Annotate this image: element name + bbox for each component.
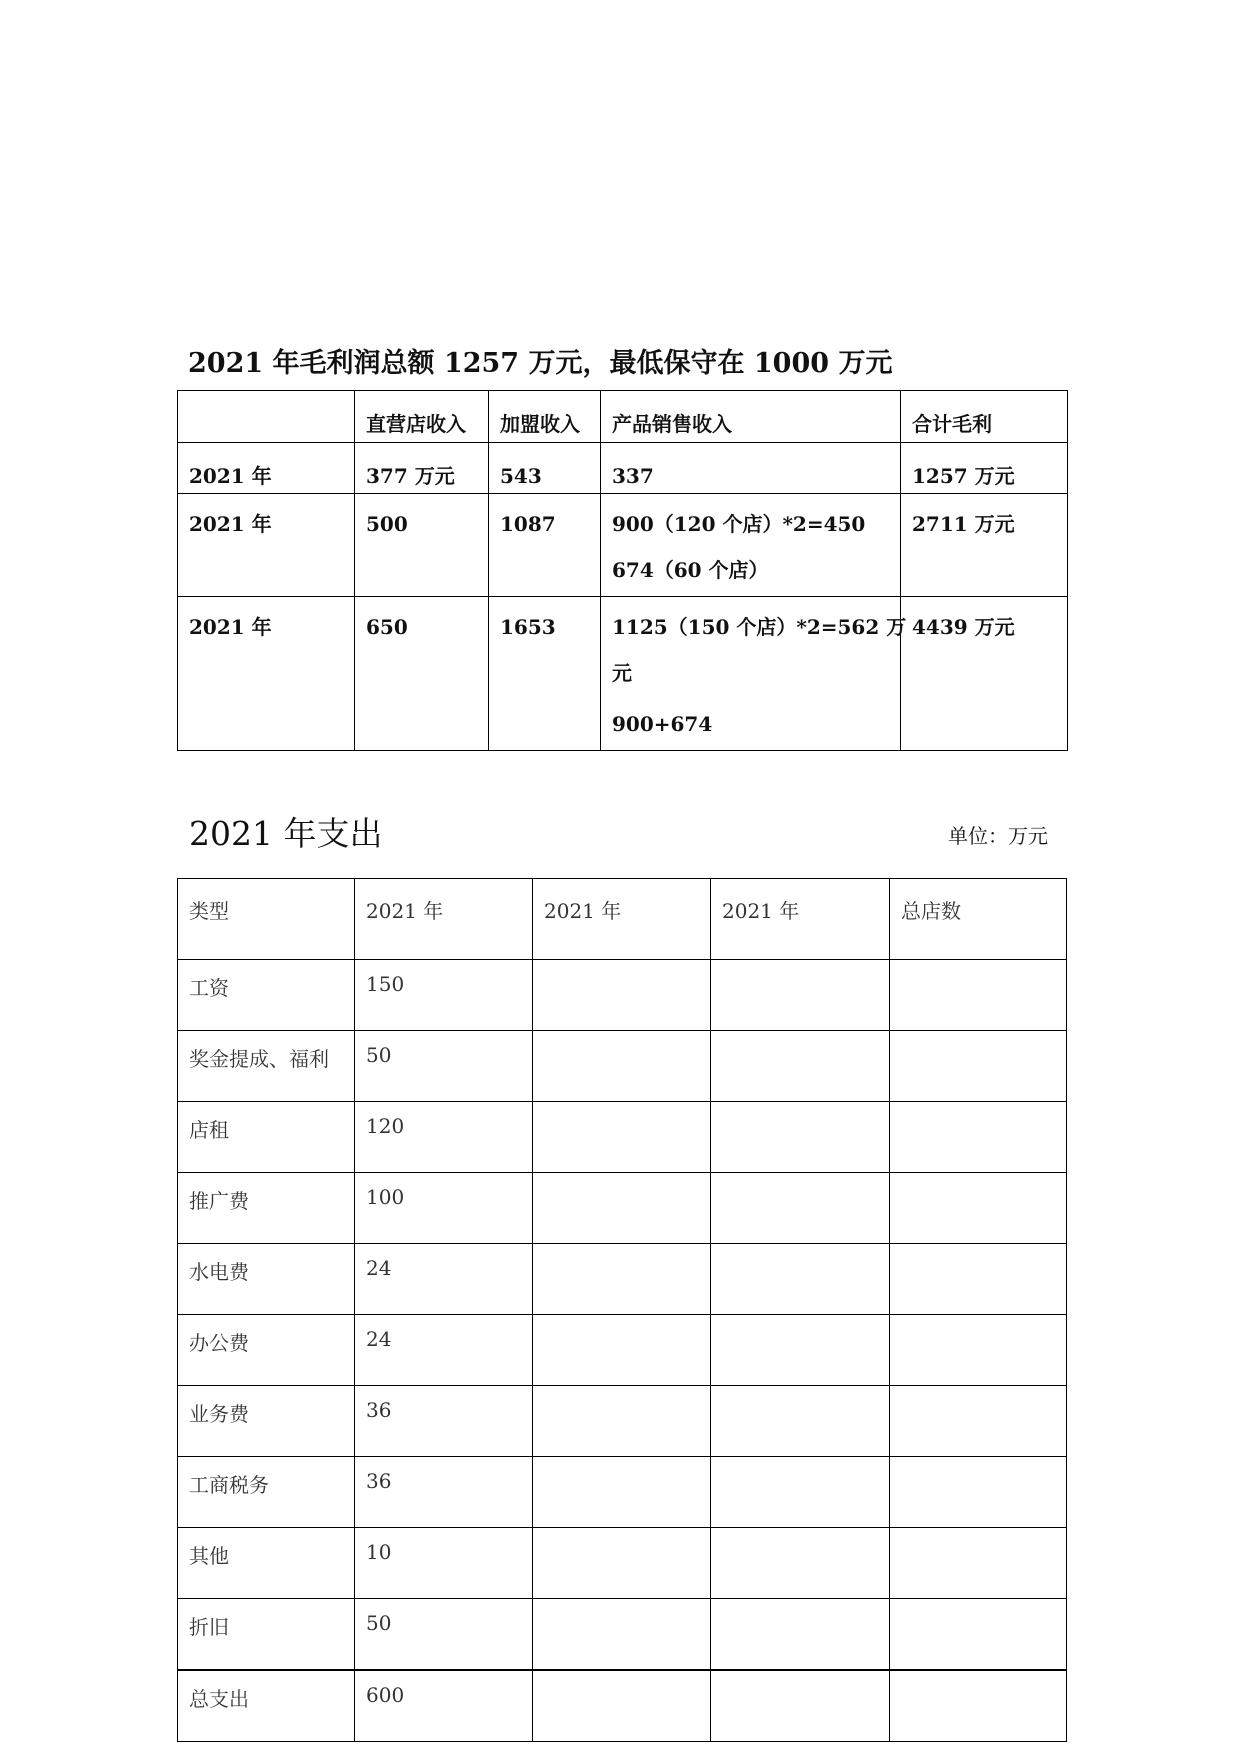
empty-cell [711,1031,890,1102]
expense-heading: 2021 年支出 [189,814,383,853]
expense-value-cell: 50 [355,1599,533,1671]
empty-cell [890,1102,1067,1173]
table-row [178,1173,1067,1244]
header-cell: 2021 年 [533,879,711,960]
expense-table-header [178,879,1067,960]
expense-value-cell: 24 [355,1315,533,1386]
expense-type-cell: 业务费 [178,1386,355,1457]
empty-cell [890,960,1067,1031]
total-profit-cell: 4439 万元 [901,597,1068,751]
empty-cell [890,1528,1067,1599]
header-cell: 直营店收入 [355,391,489,443]
expense-type-cell: 推广费 [178,1173,355,1244]
empty-cell [533,1173,711,1244]
direct-store-income-cell: 500 [355,494,489,597]
empty-cell [533,1528,711,1599]
table-row [178,1386,1067,1457]
direct-store-income-cell: 650 [355,597,489,751]
unit-label: 单位：万元 [948,824,1048,848]
profit-table-header [178,391,1068,443]
empty-cell [711,1670,890,1742]
table-row [178,443,1068,494]
table-row [178,1457,1067,1528]
empty-cell [711,1386,890,1457]
expense-value-cell: 10 [355,1528,533,1599]
table-row [178,1244,1067,1315]
empty-cell [533,1599,711,1671]
empty-cell [890,1173,1067,1244]
header-cell: 类型 [178,879,355,960]
franchise-income-cell: 543 [489,443,601,494]
empty-cell [711,1315,890,1386]
product-sales-cell: 337 [601,443,901,494]
header-cell: 合计毛利 [901,391,1068,443]
year-cell: 2021 年 [178,597,355,751]
year-cell: 2021 年 [178,443,355,494]
expense-type-cell: 其他 [178,1528,355,1599]
expense-value-cell: 600 [355,1670,533,1742]
expense-value-cell: 150 [355,960,533,1031]
expense-type-cell: 折旧 [178,1599,355,1671]
empty-cell [711,1173,890,1244]
table-row [178,1031,1067,1102]
expense-type-cell: 奖金提成、福利 [178,1031,355,1102]
empty-cell [711,960,890,1031]
empty-cell [711,1457,890,1528]
empty-cell [711,1102,890,1173]
empty-cell [890,1457,1067,1528]
header-cell: 加盟收入 [489,391,601,443]
empty-cell [533,1457,711,1528]
expense-type-cell: 水电费 [178,1244,355,1315]
header-cell: 2021 年 [711,879,890,960]
expense-value-cell: 24 [355,1244,533,1315]
empty-cell [533,1315,711,1386]
table-row [178,1315,1067,1386]
expense-value-cell: 100 [355,1173,533,1244]
empty-cell [711,1528,890,1599]
empty-cell [890,1670,1067,1742]
expense-type-cell: 工资 [178,960,355,1031]
empty-cell [890,1315,1067,1386]
empty-cell [533,1386,711,1457]
table-row [178,960,1067,1031]
expense-table [177,878,1067,1742]
table-row [178,1599,1067,1671]
header-cell: 2021 年 [355,879,533,960]
empty-cell [711,1244,890,1315]
table-row [178,1528,1067,1599]
empty-cell [533,960,711,1031]
expense-type-cell: 办公费 [178,1315,355,1386]
product-sales-cell: 1125（150 个店）*2=562 万 元 900+674 [601,597,901,751]
expense-value-cell: 120 [355,1102,533,1173]
header-cell: 产品销售收入 [601,391,901,443]
expense-value-cell: 36 [355,1386,533,1457]
empty-cell [890,1031,1067,1102]
header-cell: 总店数 [890,879,1067,960]
expense-value-cell: 36 [355,1457,533,1528]
total-profit-cell: 2711 万元 [901,494,1068,597]
year-cell: 2021 年 [178,494,355,597]
empty-cell [711,1599,890,1671]
franchise-income-cell: 1653 [489,597,601,751]
expense-type-cell: 工商税务 [178,1457,355,1528]
profit-heading: 2021 年毛利润总额 1257 万元，最低保守在 1000 万元 [188,348,893,379]
expense-type-cell: 店租 [178,1102,355,1173]
empty-cell [533,1670,711,1742]
product-sales-cell: 900（120 个店）*2=450 674（60 个店） [601,494,901,597]
empty-cell [533,1102,711,1173]
table-row [178,494,1068,597]
total-row [178,1670,1067,1742]
direct-store-income-cell: 377 万元 [355,443,489,494]
table-row [178,597,1068,751]
empty-cell [533,1031,711,1102]
empty-cell [890,1599,1067,1671]
total-profit-cell: 1257 万元 [901,443,1068,494]
expense-type-cell: 总支出 [178,1670,355,1742]
empty-cell [533,1244,711,1315]
profit-table [177,390,1068,751]
expense-value-cell: 50 [355,1031,533,1102]
header-cell [178,391,355,443]
empty-cell [890,1386,1067,1457]
table-row [178,1102,1067,1173]
empty-cell [890,1244,1067,1315]
franchise-income-cell: 1087 [489,494,601,597]
